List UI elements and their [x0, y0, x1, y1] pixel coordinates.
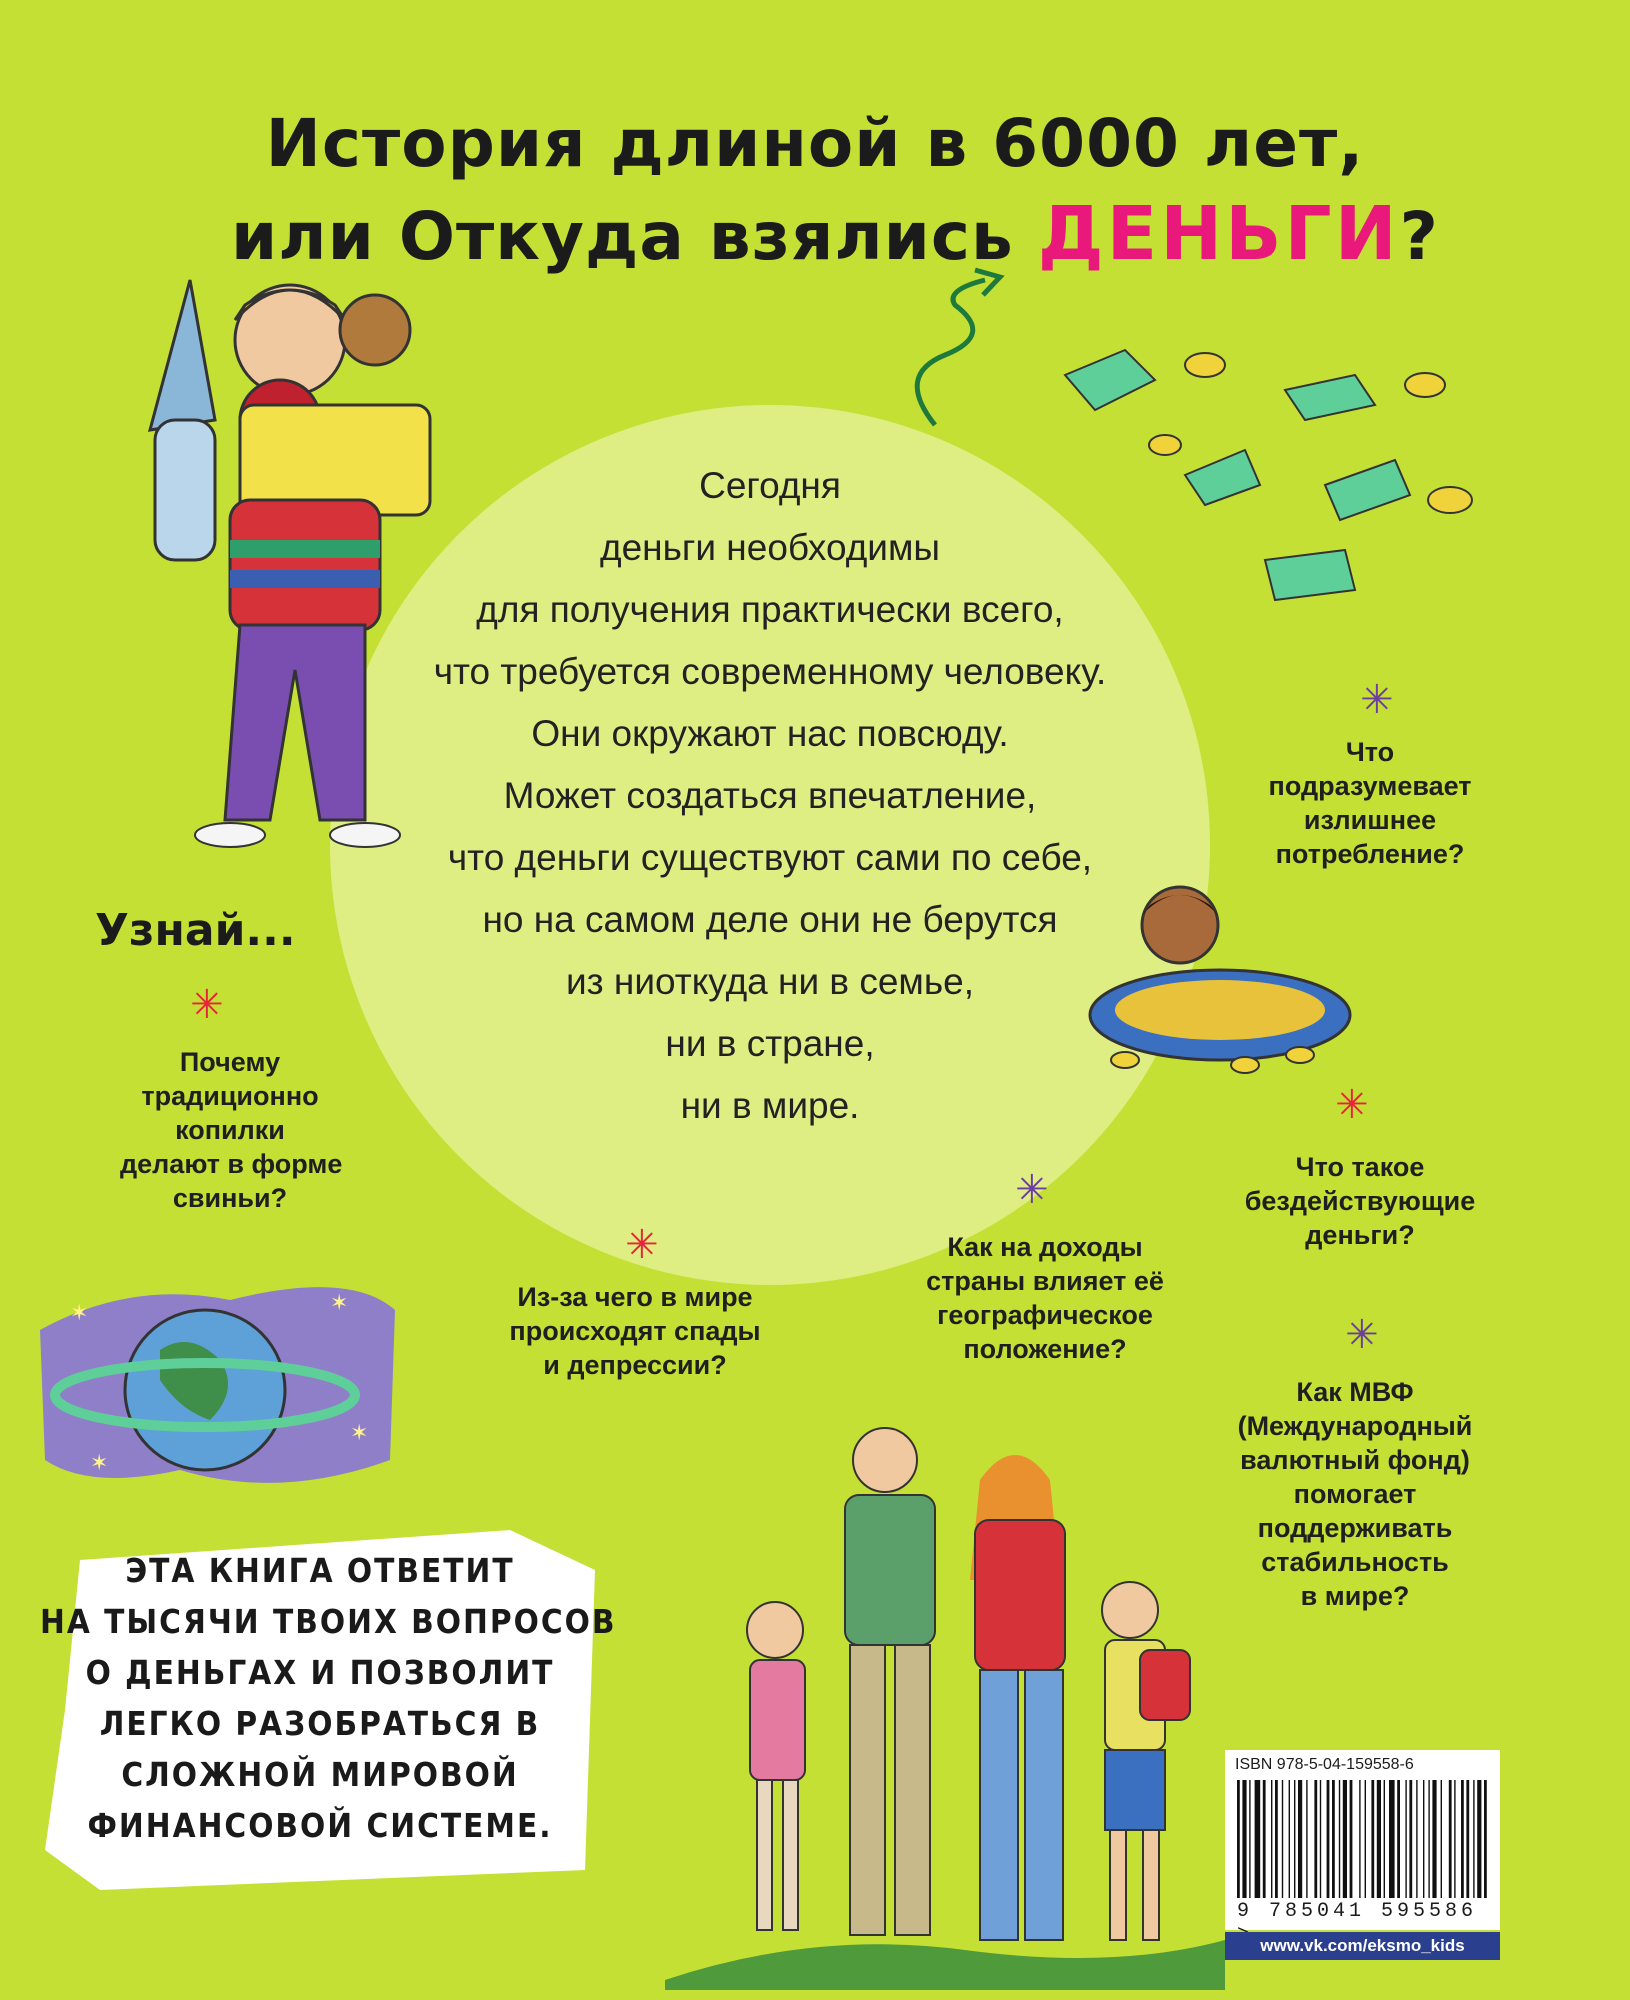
- promo-text: [40, 1545, 617, 1851]
- question-line: делают в форме: [120, 1149, 343, 1179]
- question-line: Почему: [179, 1047, 281, 1077]
- title-highlight-money: ДЕНЬГИ: [1037, 191, 1400, 277]
- question-line: излишнее: [1303, 805, 1437, 835]
- squiggle-arrow-icon: [905, 265, 1035, 435]
- intro-line: но на самом деле они не берутся: [482, 899, 1058, 940]
- promo-line: НА ТЫСЯЧИ ТВОИХ ВОПРОСОВ: [40, 1602, 617, 1641]
- question-line: положение?: [963, 1334, 1127, 1364]
- question-line: географическое: [937, 1300, 1153, 1330]
- question-recession: [500, 1280, 770, 1382]
- isbn-barcode-box: [1225, 1750, 1500, 1930]
- family-hikers-illustration: [665, 1390, 1225, 1990]
- intro-line: для получения практически всего,: [476, 589, 1064, 630]
- question-line: Как МВФ: [1296, 1377, 1414, 1407]
- banknotes-and-coins-illustration: [1055, 335, 1495, 625]
- intro-line: ни в мире.: [680, 1085, 860, 1126]
- star-icon: ✳: [190, 982, 224, 1028]
- question-line: бездействующие: [1244, 1186, 1476, 1216]
- intro-line: деньги необходимы: [599, 527, 940, 568]
- question-line: свиньи?: [172, 1183, 288, 1213]
- promo-line: ЛЕГКО РАЗОБРАТЬСЯ В: [99, 1704, 541, 1743]
- question-line: стабильность: [1261, 1547, 1449, 1577]
- promo-line: СЛОЖНОЙ МИРОВОЙ: [121, 1755, 519, 1794]
- intro-line: Сегодня: [699, 465, 841, 506]
- svg-text:✶: ✶: [330, 1291, 349, 1316]
- question-line: Из-за чего в мире: [517, 1282, 753, 1312]
- svg-text:✶: ✶: [90, 1451, 109, 1476]
- question-imf: [1215, 1375, 1495, 1613]
- title-line-2-prefix: или Откуда взялись: [231, 198, 1014, 275]
- question-overconsumption: [1255, 735, 1485, 871]
- barcode-icon: [1237, 1780, 1489, 1898]
- question-line: помогает: [1293, 1479, 1417, 1509]
- intro-line: Они окружают нас повсюду.: [531, 713, 1009, 754]
- intro-line: из ниоткуда ни в семье,: [565, 961, 974, 1002]
- learn-heading: Узнай...: [95, 905, 296, 956]
- question-line: в мире?: [1300, 1581, 1410, 1611]
- star-icon: ✳: [1345, 1312, 1379, 1358]
- question-line: страны влияет её: [926, 1266, 1164, 1296]
- intro-line: что требуется современному человеку.: [433, 651, 1107, 692]
- intro-line: что деньги существуют сами по себе,: [447, 837, 1093, 878]
- man-with-coins-illustration: [1085, 875, 1355, 1075]
- intro-line: Может создаться впечатление,: [503, 775, 1037, 816]
- promo-line: О ДЕНЬГАХ И ПОЗВОЛИТ: [85, 1653, 555, 1692]
- isbn-label: ISBN 978-5-04-159558-6: [1235, 1756, 1414, 1773]
- question-geography: [910, 1230, 1180, 1366]
- star-icon: ✳: [1015, 1167, 1049, 1213]
- publisher-url[interactable]: www.vk.com/eksmo_kids: [1225, 1932, 1500, 1960]
- question-line: Что: [1345, 737, 1395, 767]
- star-icon: ✳: [1335, 1082, 1369, 1128]
- question-line: подразумевает: [1268, 771, 1472, 801]
- title-line-1: История длиной в 6000 лет,: [265, 105, 1365, 182]
- title-line-2-suffix: ?: [1399, 198, 1439, 275]
- question-line: деньги?: [1305, 1220, 1415, 1250]
- promo-line: ЭТА КНИГА ОТВЕТИТ: [125, 1551, 515, 1590]
- isbn-digits: 9 785041 595586: [1237, 1900, 1478, 1923]
- question-line: копилки: [175, 1115, 285, 1145]
- question-line: Что такое: [1295, 1152, 1425, 1182]
- question-idle-money: [1240, 1150, 1480, 1252]
- question-line: (Международный: [1237, 1411, 1473, 1441]
- promo-line: ФИНАНСОВОЙ СИСТЕМЕ.: [87, 1806, 553, 1845]
- question-line: и депрессии?: [543, 1350, 727, 1380]
- svg-text:✶: ✶: [70, 1301, 89, 1326]
- question-line: происходят спады: [509, 1316, 761, 1346]
- question-line: традиционно: [141, 1081, 319, 1111]
- intro-line: ни в стране,: [665, 1023, 875, 1064]
- question-line: потребление?: [1275, 839, 1465, 869]
- question-line: валютный фонд): [1240, 1445, 1470, 1475]
- question-pig: [120, 1045, 343, 1215]
- question-line: Как на доходы: [947, 1232, 1143, 1262]
- star-icon: ✳: [1360, 677, 1394, 723]
- star-icon: ✳: [625, 1222, 659, 1268]
- question-line: поддерживать: [1257, 1513, 1453, 1543]
- globe-with-money-ring-illustration: [30, 1270, 400, 1500]
- svg-text:✶: ✶: [350, 1421, 369, 1446]
- boy-with-toys-illustration: [120, 270, 450, 850]
